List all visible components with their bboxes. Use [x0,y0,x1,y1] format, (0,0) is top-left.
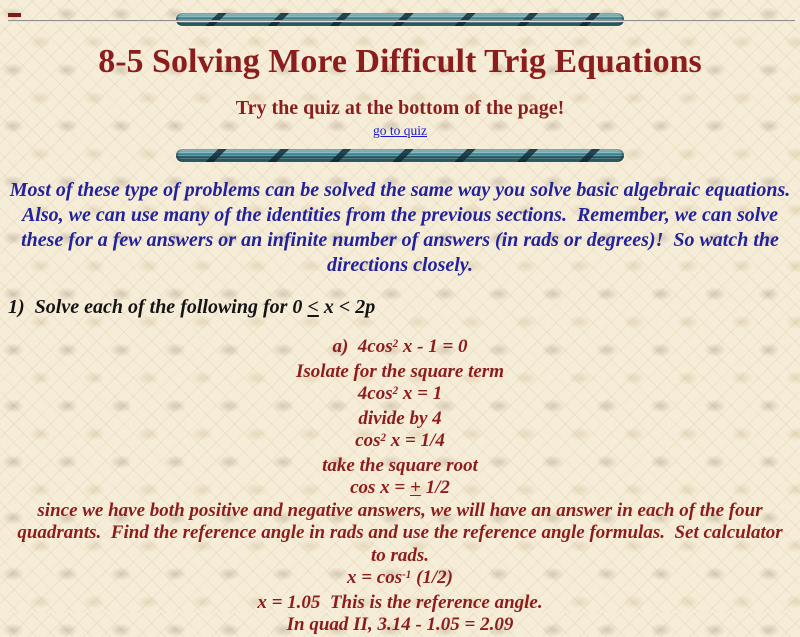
text-segment: 1) Solve each of the following for 0 [8,296,308,318]
text-segment: x - 1 = 0 [398,336,468,357]
solution-step [8,567,792,592]
worked-solution [0,336,800,637]
top-left-red-mark [8,13,21,17]
text-segment: (1/2) [411,567,454,588]
superscript: 2 [392,337,399,350]
quiz-link-line [0,123,800,138]
underlined-symbol: < [307,296,319,318]
solution-step [8,430,792,455]
solution-step [8,383,792,408]
go-to-quiz-link[interactable]: go to quiz [373,123,427,138]
solution-step: Isolate for the square term [296,360,504,382]
solution-step [8,336,792,361]
intro-paragraph: Most of these type of problems can be solved the same way you solve basic algebraic equations. Also, we can use many of the identities from the previous sections. Remember, we can solve these for a few answers or an infinite number of answers (in rads or degrees)! So watch the directions closely. [9,179,800,276]
quiz-callout: Try the quiz at the bottom of the page! [235,97,565,119]
solution-step: In quad II, 3.14 - 1.05 = 2.09 [286,614,514,635]
problem-heading [8,295,800,319]
text-segment: x < 2p [318,296,376,318]
superscript: 2 [392,384,399,397]
text-segment: a) 4cos [332,336,393,357]
solution-step: divide by 4 [358,407,442,429]
text-segment: cos [355,430,381,451]
solution-step: since we have both positive and negative answers, we will have an answer in each of the four quadrants. Find the reference angle in rads and use the reference angle formulas. Set calculator to rads. [17,499,788,566]
text-segment: x = cos [346,567,403,588]
solution-step [8,477,792,500]
text-segment: 1/2 [420,477,450,498]
text-segment: x = 1/4 [385,430,445,451]
decorative-bar-bottom [176,149,624,162]
superscript: -1 [402,568,412,581]
underlined-symbol: + [410,477,421,498]
solution-step: take the square root [322,454,478,476]
trig-lesson-page [0,13,800,635]
text-segment: 4cos [357,383,393,404]
text-segment: x = 1 [398,383,443,404]
superscript: 2 [380,431,386,444]
text-segment: cos x = [350,477,411,498]
page-title: 8-5 Solving More Difficult Trig Equations [98,43,702,80]
solution-step: x = 1.05 This is the reference angle. [257,591,543,613]
top-divider-line [8,20,795,22]
